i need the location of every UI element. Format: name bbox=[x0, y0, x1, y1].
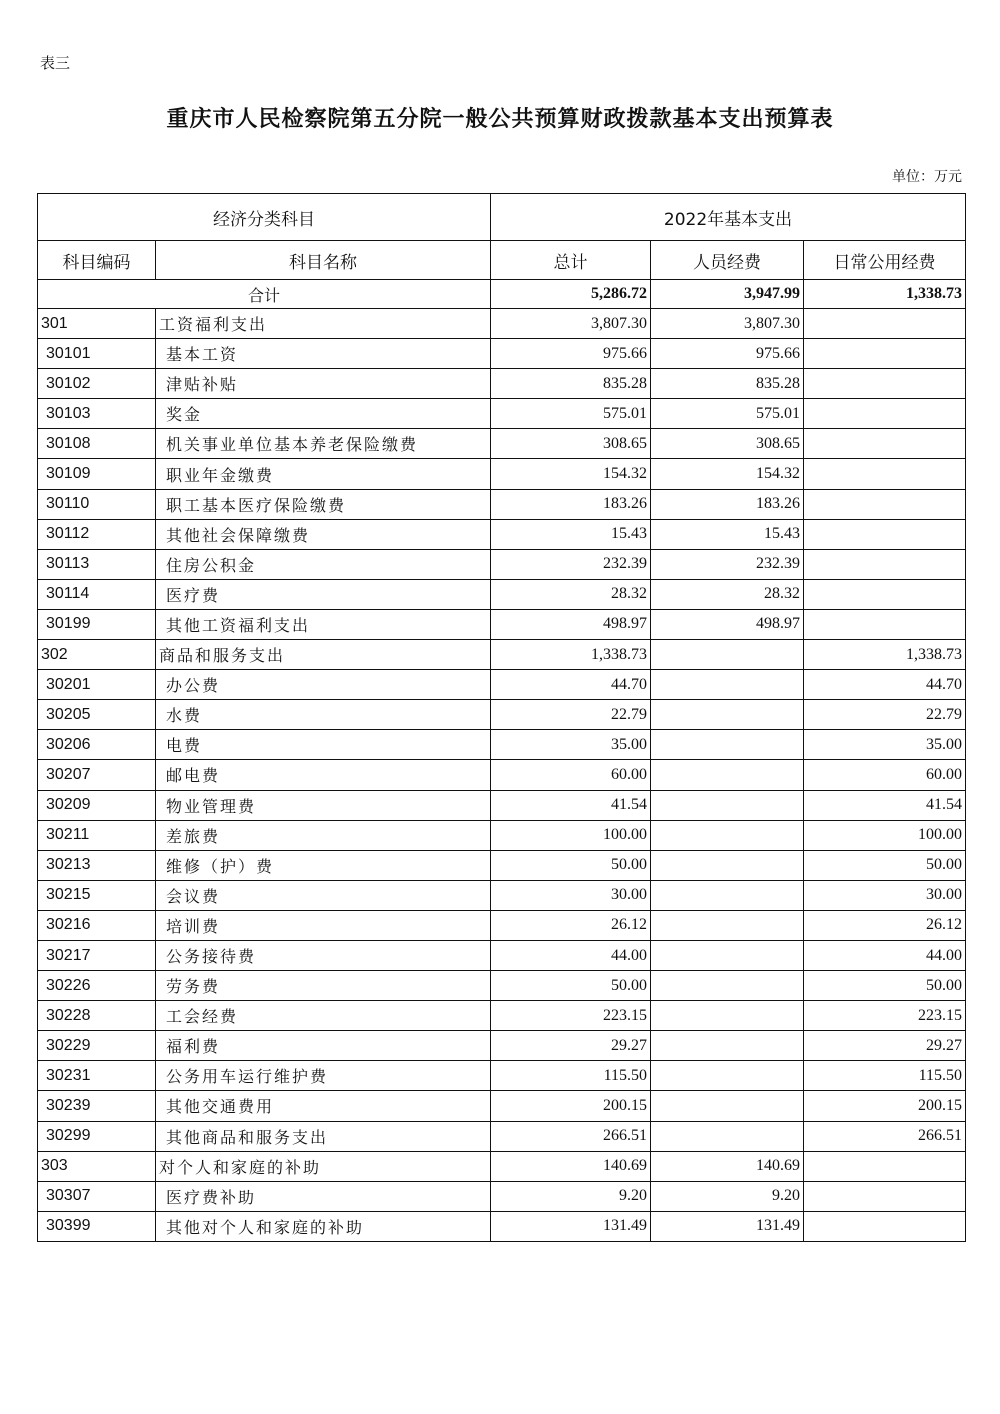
row-total: 223.15 bbox=[491, 1001, 651, 1031]
row-total: 140.69 bbox=[491, 1151, 651, 1181]
row-personnel bbox=[651, 640, 804, 670]
row-name: 差旅费 bbox=[156, 820, 491, 850]
row-name: 物业管理费 bbox=[156, 790, 491, 820]
table-row bbox=[38, 339, 966, 369]
row-name: 奖金 bbox=[156, 399, 491, 429]
header-basic-expenditure: 2022年基本支出 bbox=[491, 194, 966, 241]
row-code: 30199 bbox=[38, 609, 156, 639]
row-name: 其他交通费用 bbox=[156, 1091, 491, 1121]
row-public: 115.50 bbox=[804, 1061, 966, 1091]
row-total: 60.00 bbox=[491, 760, 651, 790]
row-name: 对个人和家庭的补助 bbox=[156, 1151, 491, 1181]
row-name: 培训费 bbox=[156, 910, 491, 940]
row-code: 30215 bbox=[38, 880, 156, 910]
row-personnel: 232.39 bbox=[651, 549, 804, 579]
table-row bbox=[38, 1031, 966, 1061]
table-row bbox=[38, 850, 966, 880]
row-personnel bbox=[651, 1031, 804, 1061]
row-name: 机关事业单位基本养老保险缴费 bbox=[156, 429, 491, 459]
table-row bbox=[38, 640, 966, 670]
row-public bbox=[804, 339, 966, 369]
row-total: 183.26 bbox=[491, 489, 651, 519]
row-code: 30307 bbox=[38, 1181, 156, 1211]
total-sum: 5,286.72 bbox=[491, 280, 651, 309]
row-code: 30226 bbox=[38, 971, 156, 1001]
row-code: 30228 bbox=[38, 1001, 156, 1031]
unit-label: 单位：万元 bbox=[892, 169, 962, 185]
row-public: 30.00 bbox=[804, 880, 966, 910]
row-name: 基本工资 bbox=[156, 339, 491, 369]
row-code: 30231 bbox=[38, 1061, 156, 1091]
row-code: 30209 bbox=[38, 790, 156, 820]
table-row bbox=[38, 1211, 966, 1241]
table-row bbox=[38, 459, 966, 489]
row-public bbox=[804, 579, 966, 609]
table-row bbox=[38, 369, 966, 399]
row-code: 30207 bbox=[38, 760, 156, 790]
row-personnel: 154.32 bbox=[651, 459, 804, 489]
row-public: 266.51 bbox=[804, 1121, 966, 1151]
row-code: 302 bbox=[38, 640, 156, 670]
total-label: 合计 bbox=[38, 280, 491, 309]
table-row bbox=[38, 670, 966, 700]
row-name: 其他对个人和家庭的补助 bbox=[156, 1211, 491, 1241]
row-name: 职业年金缴费 bbox=[156, 459, 491, 489]
row-name: 商品和服务支出 bbox=[156, 640, 491, 670]
row-total: 100.00 bbox=[491, 820, 651, 850]
row-code: 30103 bbox=[38, 399, 156, 429]
table-row bbox=[38, 399, 966, 429]
row-personnel bbox=[651, 670, 804, 700]
row-total: 498.97 bbox=[491, 609, 651, 639]
row-code: 30213 bbox=[38, 850, 156, 880]
row-public: 26.12 bbox=[804, 910, 966, 940]
row-personnel bbox=[651, 1061, 804, 1091]
row-code: 301 bbox=[38, 309, 156, 339]
row-name: 办公费 bbox=[156, 670, 491, 700]
row-personnel bbox=[651, 760, 804, 790]
document-label: 表三 bbox=[40, 54, 71, 72]
row-code: 30399 bbox=[38, 1211, 156, 1241]
row-personnel bbox=[651, 971, 804, 1001]
row-total: 1,338.73 bbox=[491, 640, 651, 670]
row-public: 22.79 bbox=[804, 700, 966, 730]
row-total: 3,807.30 bbox=[491, 309, 651, 339]
table-row bbox=[38, 790, 966, 820]
row-personnel: 140.69 bbox=[651, 1151, 804, 1181]
row-personnel: 183.26 bbox=[651, 489, 804, 519]
row-personnel bbox=[651, 1001, 804, 1031]
row-total: 44.70 bbox=[491, 670, 651, 700]
table-row bbox=[38, 1181, 966, 1211]
row-public: 44.00 bbox=[804, 940, 966, 970]
row-name: 医疗费补助 bbox=[156, 1181, 491, 1211]
page-title: 重庆市人民检察院第五分院一般公共预算财政拨款基本支出预算表 bbox=[166, 106, 834, 132]
header-row-columns bbox=[38, 241, 966, 280]
table-row bbox=[38, 1091, 966, 1121]
row-total: 15.43 bbox=[491, 519, 651, 549]
row-public: 60.00 bbox=[804, 760, 966, 790]
row-personnel bbox=[651, 820, 804, 850]
row-name: 维修（护）费 bbox=[156, 850, 491, 880]
row-personnel bbox=[651, 1121, 804, 1151]
row-total: 28.32 bbox=[491, 579, 651, 609]
row-public bbox=[804, 489, 966, 519]
row-total: 154.32 bbox=[491, 459, 651, 489]
row-code: 30205 bbox=[38, 700, 156, 730]
table-row bbox=[38, 940, 966, 970]
table-row bbox=[38, 519, 966, 549]
row-total: 50.00 bbox=[491, 971, 651, 1001]
row-code: 30206 bbox=[38, 730, 156, 760]
row-total: 35.00 bbox=[491, 730, 651, 760]
row-code: 30102 bbox=[38, 369, 156, 399]
row-total: 266.51 bbox=[491, 1121, 651, 1151]
row-total: 115.50 bbox=[491, 1061, 651, 1091]
header-economic-class: 经济分类科目 bbox=[38, 194, 491, 241]
table-row bbox=[38, 880, 966, 910]
row-public bbox=[804, 399, 966, 429]
table-row bbox=[38, 820, 966, 850]
row-personnel: 835.28 bbox=[651, 369, 804, 399]
row-total: 575.01 bbox=[491, 399, 651, 429]
table-row bbox=[38, 1121, 966, 1151]
row-personnel: 308.65 bbox=[651, 429, 804, 459]
row-code: 30113 bbox=[38, 549, 156, 579]
row-code: 30114 bbox=[38, 579, 156, 609]
row-personnel: 131.49 bbox=[651, 1211, 804, 1241]
total-public: 1,338.73 bbox=[804, 280, 966, 309]
row-code: 30112 bbox=[38, 519, 156, 549]
table-row bbox=[38, 1061, 966, 1091]
row-public bbox=[804, 459, 966, 489]
row-public bbox=[804, 609, 966, 639]
table-row bbox=[38, 609, 966, 639]
row-total: 200.15 bbox=[491, 1091, 651, 1121]
row-total: 975.66 bbox=[491, 339, 651, 369]
row-code: 30108 bbox=[38, 429, 156, 459]
row-personnel: 28.32 bbox=[651, 579, 804, 609]
row-code: 30211 bbox=[38, 820, 156, 850]
row-public: 35.00 bbox=[804, 730, 966, 760]
table-row bbox=[38, 760, 966, 790]
table-row bbox=[38, 971, 966, 1001]
row-public: 223.15 bbox=[804, 1001, 966, 1031]
table-row bbox=[38, 700, 966, 730]
row-name: 邮电费 bbox=[156, 760, 491, 790]
row-public bbox=[804, 369, 966, 399]
row-total: 22.79 bbox=[491, 700, 651, 730]
row-public bbox=[804, 549, 966, 579]
row-public: 100.00 bbox=[804, 820, 966, 850]
row-personnel bbox=[651, 880, 804, 910]
row-code: 303 bbox=[38, 1151, 156, 1181]
table-row bbox=[38, 1151, 966, 1181]
table-row bbox=[38, 309, 966, 339]
row-public: 41.54 bbox=[804, 790, 966, 820]
row-total: 308.65 bbox=[491, 429, 651, 459]
row-name: 工会经费 bbox=[156, 1001, 491, 1031]
table-row bbox=[38, 429, 966, 459]
row-name: 其他商品和服务支出 bbox=[156, 1121, 491, 1151]
row-public bbox=[804, 1181, 966, 1211]
row-name: 公务用车运行维护费 bbox=[156, 1061, 491, 1091]
row-public: 29.27 bbox=[804, 1031, 966, 1061]
table-row bbox=[38, 730, 966, 760]
row-public bbox=[804, 1211, 966, 1241]
row-name: 其他工资福利支出 bbox=[156, 609, 491, 639]
table-row bbox=[38, 910, 966, 940]
row-public bbox=[804, 429, 966, 459]
row-personnel: 498.97 bbox=[651, 609, 804, 639]
row-name: 住房公积金 bbox=[156, 549, 491, 579]
row-total: 30.00 bbox=[491, 880, 651, 910]
row-public: 50.00 bbox=[804, 850, 966, 880]
row-public bbox=[804, 1151, 966, 1181]
row-name: 福利费 bbox=[156, 1031, 491, 1061]
row-personnel bbox=[651, 850, 804, 880]
row-personnel: 3,807.30 bbox=[651, 309, 804, 339]
row-personnel bbox=[651, 1091, 804, 1121]
row-code: 30239 bbox=[38, 1091, 156, 1121]
row-total: 41.54 bbox=[491, 790, 651, 820]
header-code: 科目编码 bbox=[38, 241, 156, 280]
row-code: 30101 bbox=[38, 339, 156, 369]
row-code: 30229 bbox=[38, 1031, 156, 1061]
row-code: 30216 bbox=[38, 910, 156, 940]
row-name: 会议费 bbox=[156, 880, 491, 910]
row-code: 30217 bbox=[38, 940, 156, 970]
table-row bbox=[38, 549, 966, 579]
row-total: 835.28 bbox=[491, 369, 651, 399]
table-row bbox=[38, 489, 966, 519]
row-personnel bbox=[651, 940, 804, 970]
row-name: 职工基本医疗保险缴费 bbox=[156, 489, 491, 519]
row-total: 131.49 bbox=[491, 1211, 651, 1241]
row-name: 津贴补贴 bbox=[156, 369, 491, 399]
row-total: 232.39 bbox=[491, 549, 651, 579]
row-name: 其他社会保障缴费 bbox=[156, 519, 491, 549]
row-public bbox=[804, 309, 966, 339]
budget-table bbox=[37, 193, 966, 1242]
row-personnel: 575.01 bbox=[651, 399, 804, 429]
header-total: 总计 bbox=[491, 241, 651, 280]
row-public: 44.70 bbox=[804, 670, 966, 700]
row-public bbox=[804, 519, 966, 549]
table-row bbox=[38, 1001, 966, 1031]
row-total: 50.00 bbox=[491, 850, 651, 880]
table-row bbox=[38, 579, 966, 609]
row-name: 医疗费 bbox=[156, 579, 491, 609]
row-code: 30299 bbox=[38, 1121, 156, 1151]
row-code: 30110 bbox=[38, 489, 156, 519]
row-personnel bbox=[651, 730, 804, 760]
row-personnel bbox=[651, 910, 804, 940]
row-name: 公务接待费 bbox=[156, 940, 491, 970]
row-personnel bbox=[651, 790, 804, 820]
row-name: 水费 bbox=[156, 700, 491, 730]
row-name: 劳务费 bbox=[156, 971, 491, 1001]
row-personnel: 9.20 bbox=[651, 1181, 804, 1211]
total-personnel: 3,947.99 bbox=[651, 280, 804, 309]
header-personnel: 人员经费 bbox=[651, 241, 804, 280]
row-personnel bbox=[651, 700, 804, 730]
total-row bbox=[38, 280, 966, 309]
row-code: 30201 bbox=[38, 670, 156, 700]
row-public: 1,338.73 bbox=[804, 640, 966, 670]
row-total: 44.00 bbox=[491, 940, 651, 970]
row-personnel: 975.66 bbox=[651, 339, 804, 369]
row-personnel: 15.43 bbox=[651, 519, 804, 549]
header-public: 日常公用经费 bbox=[804, 241, 966, 280]
row-total: 26.12 bbox=[491, 910, 651, 940]
header-name: 科目名称 bbox=[156, 241, 491, 280]
row-total: 9.20 bbox=[491, 1181, 651, 1211]
row-name: 工资福利支出 bbox=[156, 309, 491, 339]
header-row-group bbox=[38, 194, 966, 241]
row-public: 200.15 bbox=[804, 1091, 966, 1121]
row-name: 电费 bbox=[156, 730, 491, 760]
row-total: 29.27 bbox=[491, 1031, 651, 1061]
row-public: 50.00 bbox=[804, 971, 966, 1001]
row-code: 30109 bbox=[38, 459, 156, 489]
